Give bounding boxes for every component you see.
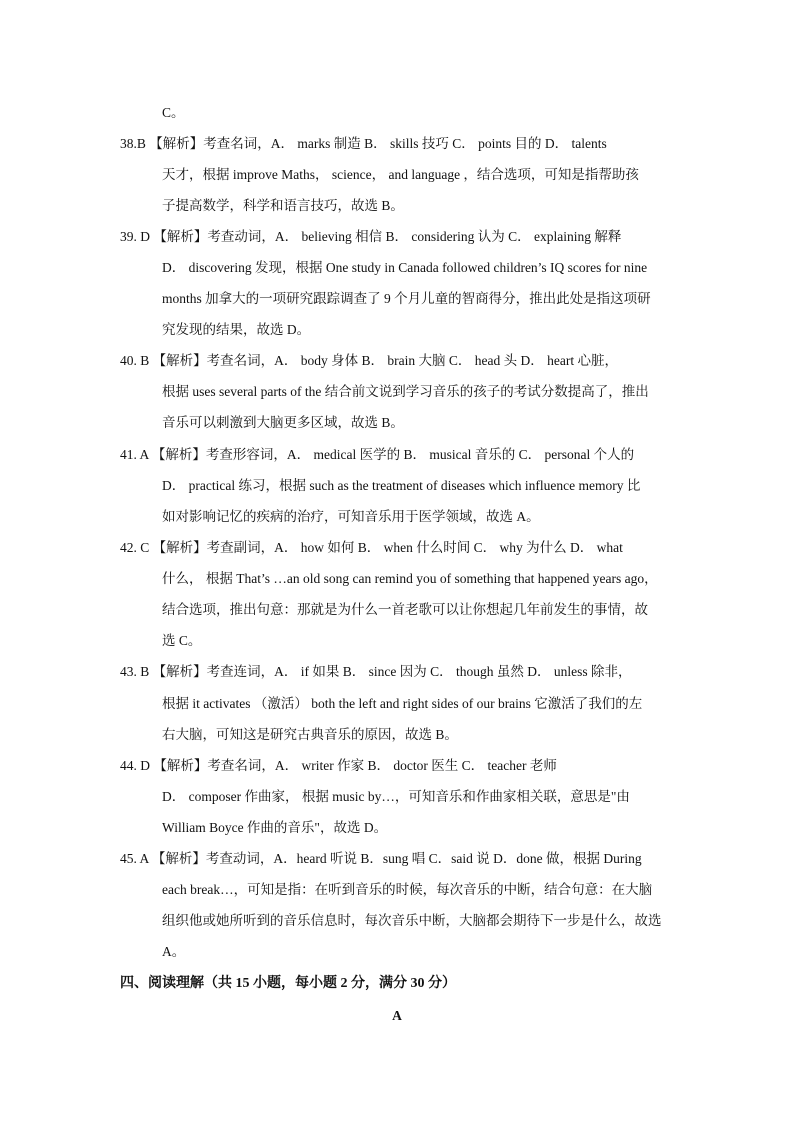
answer-line: 究发现的结果，故选 D。 [162,322,311,337]
answer-line: 38.B 【解析】考查名词，A． marks 制造 B． skills 技巧 C． points 目的 D． talents [120,136,607,151]
answer-continuation: C。 [162,105,185,120]
answer-line: 43. B 【解析】考查连词，A． if 如果 B． since 因为 C． though 虽然 D． unless 除非， [120,664,632,679]
answer-line: 40. B 【解析】考查名词，A． body 身体 B． brain 大脑 C． head 头 D． heart 心脏， [120,353,618,368]
answer-line: 39. D 【解析】考查动词，A． believing 相信 B． considering 认为 C． explaining 解释 [120,229,622,244]
answer-line: 组织他或她所听到的音乐信息时，每次音乐中断，大脑都会期待下一步是什么，故选 [162,913,662,928]
answer-line: William Boyce 作曲的音乐"，故选 D。 [162,820,388,835]
answer-line: A。 [162,944,186,959]
answer-line: each break…，可知是指：在听到音乐的时候，每次音乐的中断，结合句意：在大脑 [162,882,653,897]
answer-line: 子提高数学，科学和语言技巧，故选 B。 [162,198,404,213]
answer-line: D． discovering 发现，根据 One study in Canada followed children’s IQ scores for nine [162,260,648,275]
part-label: A [392,1008,402,1023]
answer-line: 根据 uses several parts of the 结合前文说到学习音乐的孩子的考试分数提高了，推出 [162,384,649,399]
answer-line: 如对影响记忆的疾病的治疗，可知音乐用于医学领域，故选 A。 [162,509,540,524]
answer-line: 根据 it activates （激活） both the left and right sides of our brains 它激活了我们的左 [162,696,643,711]
answer-line: 44. D 【解析】考查名词，A． writer 作家 B． doctor 医生 C． teacher 老师 [120,758,557,773]
answer-line: 选 C。 [162,633,202,648]
section-heading: 四、阅读理解（共 15 小题，每小题 2 分，满分 30 分） [120,976,456,991]
answer-line: D． composer 作曲家， 根据 music by…，可知音乐和作曲家相关联，意思是"由 [162,789,630,804]
answer-line: 42. C 【解析】考查副词，A． how 如何 B． when 什么时间 C． why 为什么 D． what [120,540,623,555]
answer-line: 右大脑，可知这是研究古典音乐的原因，故选 B。 [162,727,458,742]
answer-line: months 加拿大的一项研究跟踪调查了 9 个月儿童的智商得分，推出此处是指这项研 [162,291,651,306]
answer-line: D． practical 练习，根据 such as the treatment of diseases which influence memory 比 [162,478,641,493]
answer-line: 什么， 根据 That’s …an old song can remind you of something that happened years ago， [162,571,658,586]
answer-line: 音乐可以刺激到大脑更多区域，故选 B。 [162,415,404,430]
answer-line: 45. A 【解析】考查动词，A．heard 听说 B．sung 唱 C．said 说 D．done 做，根据 During [120,851,642,866]
answer-line: 41. A 【解析】考查形容词，A． medical 医学的 B． musical 音乐的 C． personal 个人的 [120,447,635,462]
answer-line: 天才，根据 improve Maths， science， and language ，结合选项，可知是指帮助孩 [162,167,639,182]
answer-line: 结合选项，推出句意：那就是为什么一首老歌可以让你想起几年前发生的事情，故 [162,602,648,617]
